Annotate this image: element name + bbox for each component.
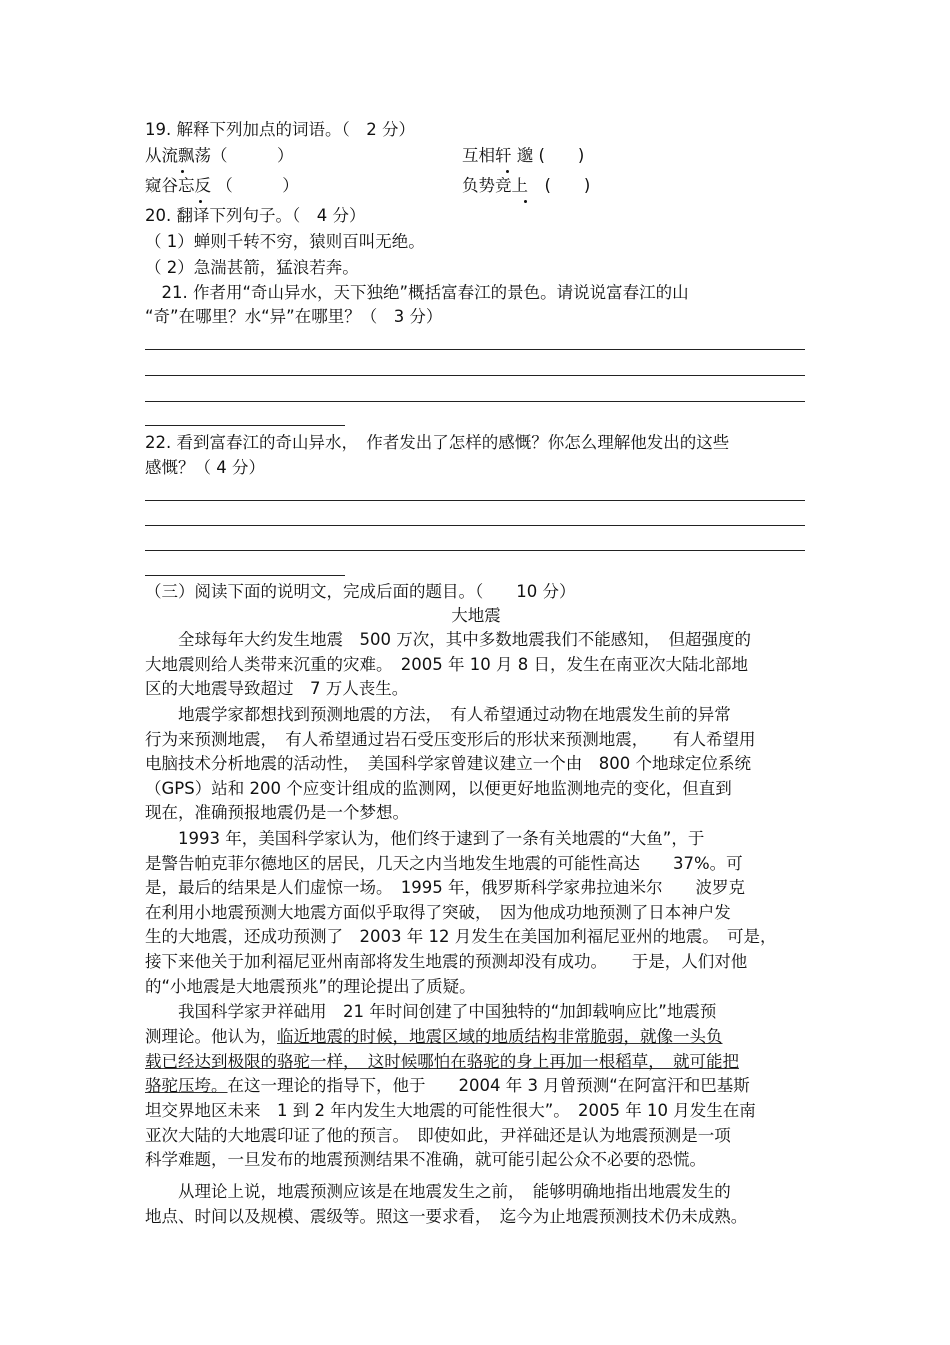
paragraph-4-line-4 — [145, 1074, 807, 1099]
q20-sentence-1: （ 1）蝉则千转不穷，猿则百叫无绝。 — [145, 232, 425, 251]
q21-line-2: “奇”在哪里？水“异”在哪里？（ 3 分） — [145, 307, 443, 326]
answer-line-short[interactable] — [145, 575, 345, 576]
q19-item-1: 从流飘荡（ ） — [145, 146, 294, 165]
section3-intro: （三）阅读下面的说明文，完成后面的题目。（ 10 分） — [145, 582, 576, 601]
answer-line[interactable] — [145, 375, 805, 376]
answer-line[interactable] — [145, 500, 805, 501]
answer-line[interactable] — [145, 349, 805, 350]
paragraph-4-line-3: 载已经达到极限的骆驼一样， 这时候哪怕在骆驼的身上再加一根稻草， 就可能把 — [145, 1052, 739, 1071]
q20-title: 20. 翻译下列句子。（ 4 分） — [145, 206, 366, 225]
emphasis-dot — [199, 200, 202, 203]
q20-sentence-2: （ 2）急湍甚箭，猛浪若奔。 — [145, 258, 359, 277]
answer-line[interactable] — [145, 525, 805, 526]
q21-line-1: 21. 作者用“奇山异水，天下独绝”概括富春江的景色。请说说富春江的山 — [145, 283, 689, 302]
answer-line[interactable] — [145, 401, 805, 402]
answer-line[interactable] — [145, 550, 805, 551]
p4-underlined-text: 骆驼压垮。 — [145, 1076, 228, 1095]
q19-item-2: 互相轩 邈 ( ) — [462, 146, 585, 165]
paragraph-3: 1993 年，美国科学家认为，他们终于逮到了一条有关地震的“大鱼”，于 是警告帕克菲尔德地区的居民，几天之内当地发生地震的可能性高达 37%。可 是，最后的结果是人们虚惊一场。 1995 年，俄罗斯科学家弗拉迪米尔 波罗克 在利用小地震预测大地震方面似乎取得了突破， 因为他成功地预测了日本神户发 生的大地震，还成功预测了 2003 年 12 月发生在美国加利福尼亚州的地震。 可是， 接下来他关于加利福尼亚州南部将发生地震的预测却没有成功。 于是，人们对他 的“小地震是大地震预兆”的理论提出了质疑。 — [145, 829, 777, 996]
emphasis-dot — [506, 170, 509, 173]
paragraph-4-line-1: 我国科学家尹祥础用 21 年时间创建了中国独特的“加卸载响应比”地震预 — [145, 1002, 717, 1021]
emphasis-dot — [524, 200, 527, 203]
paragraph-2: 地震学家都想找到预测地震的方法， 有人希望通过动物在地震发生前的异常 行为来预测地震， 有人希望通过岩石受压变形后的形状来预测地震， 有人希望用 电脑技术分析地震的活动性， 美国科学家曾建议建立一个由 800 个地球定位系统 （GPS）站和 200 个应变计组成的监测网，以便更好地监测地壳的变化，但直到 现在，准确预报地震仍是一个梦想。 — [145, 705, 756, 823]
q19-title: 19. 解释下列加点的词语。（ 2 分） — [145, 120, 415, 139]
paragraph-4-line-2 — [145, 1025, 807, 1050]
p4-text: 在这一理论的指导下，他于 2004 年 3 月曾预测“在阿富汗和巴基斯 — [227, 1076, 750, 1095]
paragraph-1: 全球每年大约发生地震 500 万次，其中多数地震我们不能感知， 但超强度的 大地震则给人类带来沉重的灾难。 2005 年 10 月 8 日，发生在南亚次大陆北部地 区的大地震导致超过 7 万人丧生。 — [145, 630, 751, 699]
paragraph-4-rest: 坦交界地区未来 1 到 2 年内发生大地震的可能性很大”。 2005 年 10 月发生在南 亚次大陆的大地震印证了他的预言。 即使如此，尹祥础还是认为地震预测是一项 科学难题，一旦发布的地震预测结果不准确，就可能引起公众不必要的恐慌。 — [145, 1101, 756, 1170]
q22-line-2: 感慨？（ 4 分） — [145, 458, 265, 477]
q22-line-1: 22. 看到富春江的奇山异水， 作者发出了怎样的感慨？你怎么理解他发出的这些 — [145, 433, 730, 452]
q19-item-4: 负势竞上 ( ) — [462, 176, 591, 195]
p4-text: 测理论。他认为， — [145, 1027, 277, 1046]
answer-line-short[interactable] — [145, 425, 345, 426]
article-title: 大地震 — [451, 606, 501, 625]
emphasis-dot — [181, 170, 184, 173]
paragraph-5: 从理论上说，地震预测应该是在地震发生之前， 能够明确地指出地震发生的 地点、时间以及规模、震级等。照这一要求看， 迄今为止地震预测技术仍未成熟。 — [145, 1182, 748, 1226]
q19-item-3: 窥谷忘反 （ ） — [145, 176, 299, 195]
p4-underlined-text: 临近地震的时候，地震区域的地质结构非常脆弱，就像一头负 — [277, 1027, 723, 1046]
